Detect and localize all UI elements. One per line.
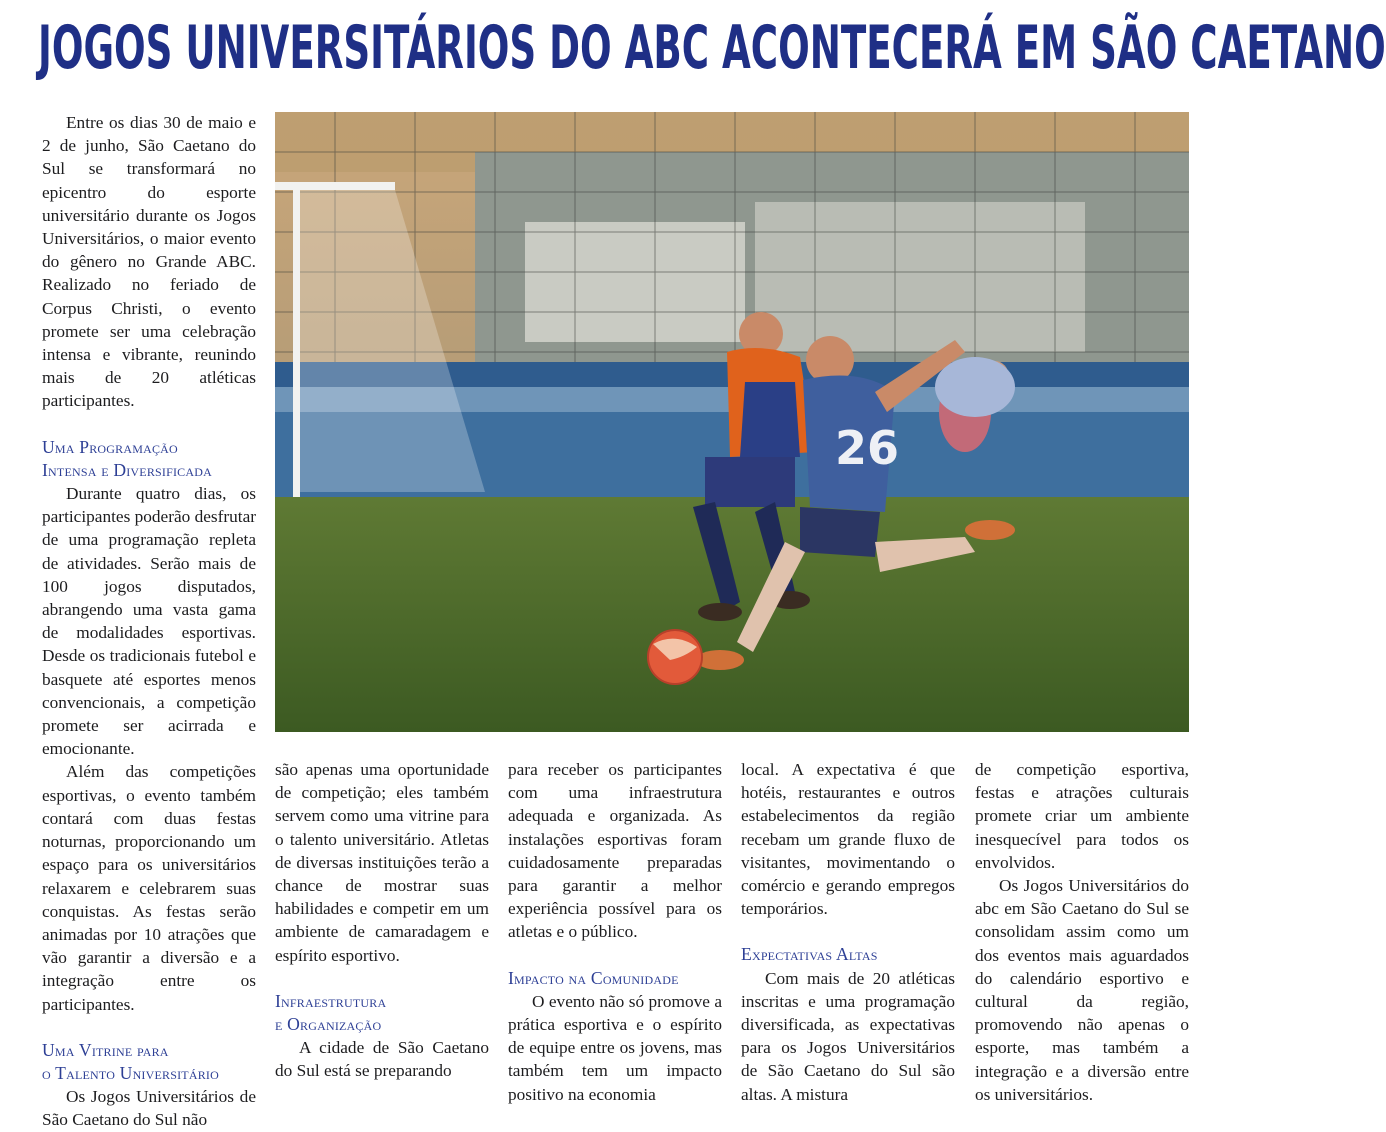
subheading: Expectativas Altas xyxy=(741,944,878,965)
jersey-number: 26 xyxy=(835,421,900,475)
paragraph: de competição esportiva, festas e atrações culturais promete criar um ambiente inesquecível para todos os envolvidos. xyxy=(975,760,1189,872)
subheading: Impacto na Comunidade xyxy=(508,967,679,988)
soccer-ball xyxy=(648,630,702,684)
paragraph: Os Jogos Universitários de São Caetano do Sul não xyxy=(42,1087,256,1130)
paragraph: local. A expectativa é que hotéis, restaurantes e outros estabelecimentos da região recebam um grande fluxo de visitantes, movimentando o comércio e gerando empregos temporários. xyxy=(741,760,955,919)
paragraph: Além das competições esportivas, o evento também contará com duas festas noturnas, proporcionando um espaço para os universitários relaxarem e celebrarem suas conquistas. As festas serão animadas por 10 atrações que vão garantir a diversão e a integração entre os participantes. xyxy=(42,762,256,1014)
headline: JOGOS UNIVERSITÁRIOS DO ABC ACONTECERÁ EM SÃO CAETANO xyxy=(38,13,1386,83)
paragraph: são apenas uma oportunidade de competição; eles também servem como uma vitrine para o talento universitário. Atletas de diversas instituições terão a chance de mostrar suas habilidades e competir em um ambiente de camaradagem e espírito esportivo. xyxy=(275,760,489,965)
subheading xyxy=(275,990,489,1036)
subheading-line: e Organização xyxy=(275,1014,382,1035)
paragraph: Os Jogos Universitários do abc em São Caetano do Sul se consolidam assim como um dos eventos mais aguardados do calendário esportivo e cultural da região, promovendo não apenas o esporte, mas também a integração e a diversão entre os universitários. xyxy=(975,876,1189,1104)
subheading xyxy=(42,1039,256,1085)
paragraph: Durante quatro dias, os participantes poderão desfrutar de uma programação repleta de atividades. Serão mais de 100 jogos disputados, abrangendo uma vasta gama de modalidades esportivas. Desde os tradicionais futebol e basquete até esportes menos convencionais, a competição promete ser acirrada e emocionante. xyxy=(42,484,256,759)
article-column-2 xyxy=(275,758,489,1083)
paragraph: para receber os participantes com uma infraestrutura adequada e organizada. As instalações esportivas foram cuidadosamente preparadas para garantir a melhor experiência possível para os atletas e o público. xyxy=(508,760,722,942)
subheading-line: Uma Vitrine para xyxy=(42,1039,169,1060)
subheading xyxy=(42,436,256,482)
subheading-line: Uma Programação xyxy=(42,436,178,457)
paragraph: Com mais de 20 atléticas inscritas e uma programação diversificada, as expectativas para os Jogos Universitários de São Caetano do Sul são altas. A mistura xyxy=(741,968,955,1104)
subheading-line: Intensa e Diversificada xyxy=(42,459,212,480)
article-column-5 xyxy=(975,758,1189,1106)
article-column-1 xyxy=(42,111,256,1132)
paragraph: Entre os dias 30 de maio e 2 de junho, São Caetano do Sul se transformará no epicentro do esporte universitário durante os Jogos Universitários, o maior evento do gênero no Grande ABC. Realizado no feriado de Corpus Christi, o evento promete ser uma celebração intensa e vibrante, reunindo mais de 20 atléticas participantes. xyxy=(42,113,256,411)
article-column-4 xyxy=(741,758,955,1106)
subheading-line: o Talento Universitário xyxy=(42,1062,219,1083)
article-column-3 xyxy=(508,758,722,1106)
paragraph: O evento não só promove a prática esportiva e o espírito de equipe entre os jovens, mas também tem um impacto positivo na economia xyxy=(508,991,722,1104)
subheading-line: Infraestrutura xyxy=(275,990,387,1011)
photo-soccer-players xyxy=(275,112,1189,732)
paragraph: A cidade de São Caetano do Sul está se preparando xyxy=(275,1038,489,1081)
